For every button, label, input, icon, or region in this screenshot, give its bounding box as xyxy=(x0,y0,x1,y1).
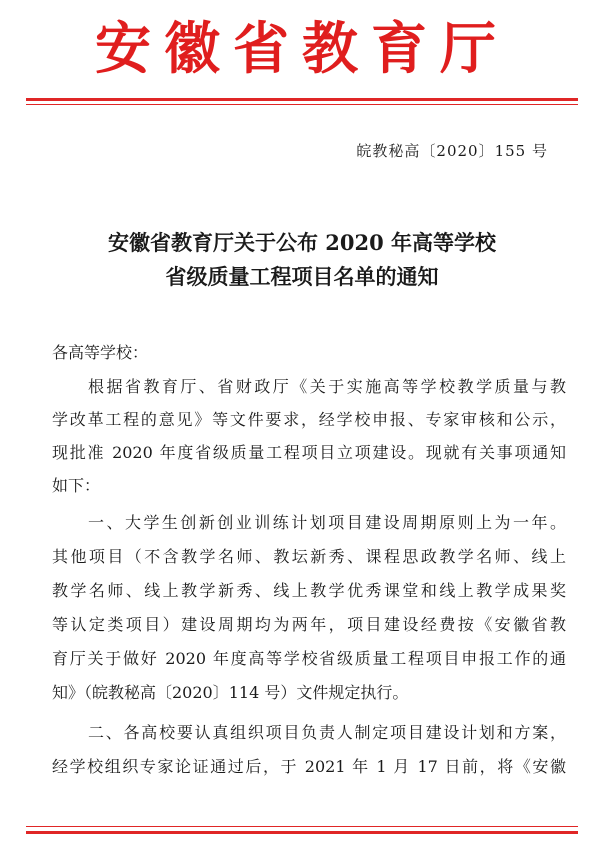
paragraph-2-line-3: 教学名师、线上教学新秀、线上教学优秀课堂和线上教学成果奖 xyxy=(52,581,566,600)
paragraph-2-line-6: 知》（皖教秘高〔2020〕114 号）文件规定执行。 xyxy=(52,683,409,702)
paragraph-3-line-1: 二、各高校要认真组织项目负责人制定项目建设计划和方案， xyxy=(88,723,566,742)
paragraph-2-line-2: 其他项目（不含教学名师、教坛新秀、课程思政教学名师、线上 xyxy=(52,547,566,566)
footer-rule-thin xyxy=(26,826,578,827)
salutation: 各高等学校： xyxy=(52,343,149,362)
paragraph-3-line-2: 经学校组织专家论证通过后，于 2021 年 1 月 17 日前，将《安徽 xyxy=(52,757,566,776)
footer-rule-thick xyxy=(26,831,578,834)
letterhead-rule-thick xyxy=(26,98,578,101)
document-number: 皖教秘高〔2020〕155 号 xyxy=(356,142,548,160)
paragraph-1-line-2: 学改革工程的意见》等文件要求，经学校申报、专家审核和公示， xyxy=(52,410,566,429)
letterhead-rule-thin xyxy=(26,104,578,105)
paragraph-1-line-1: 根据省教育厅、省财政厅《关于实施高等学校教学质量与教 xyxy=(88,377,566,396)
paragraph-2-line-5: 育厅关于做好 2020 年度高等学校省级质量工程项目申报工作的通 xyxy=(52,649,566,668)
paragraph-1-line-4: 如下： xyxy=(52,476,101,495)
document-title-line-2: 省级质量工程项目名单的通知 xyxy=(165,264,439,289)
paragraph-2-line-1: 一、大学生创新创业训练计划项目建设周期原则上为一年。 xyxy=(88,513,566,532)
paragraph-2-line-4: 等认定类项目）建设周期均为两年，项目建设经费按《安徽省教 xyxy=(52,615,566,634)
document-title-line-1: 安徽省教育厅关于公布 2020 年高等学校 xyxy=(107,230,497,255)
letterhead-title: 安徽省教育厅 xyxy=(95,16,509,82)
paragraph-1-line-3: 现批准 2020 年度省级质量工程项目立项建设。现就有关事项通知 xyxy=(52,443,566,462)
